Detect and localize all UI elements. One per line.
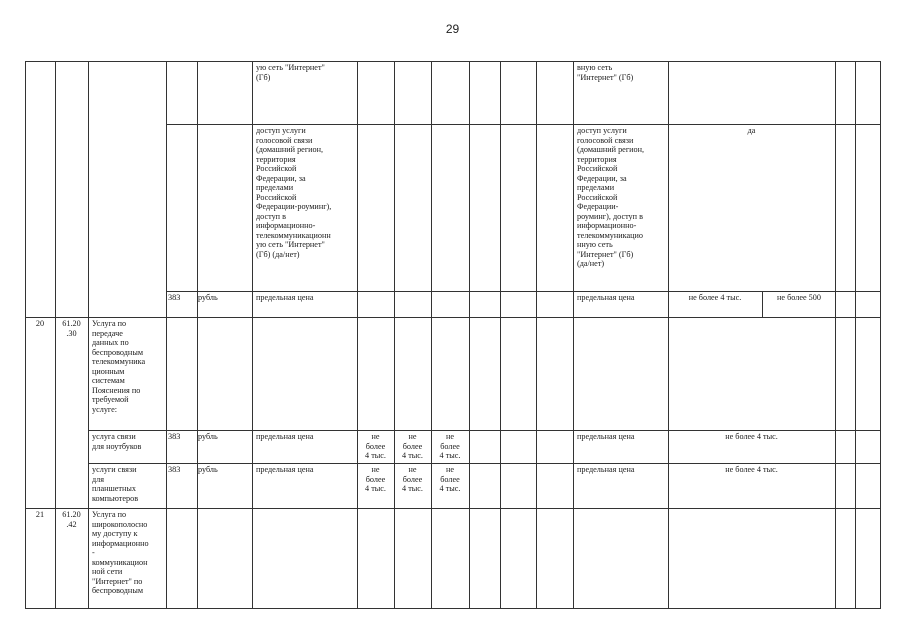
- row-c-unit: рубль: [198, 293, 218, 302]
- table-rule: [197, 61, 198, 609]
- row-20b-val3: не более 4 тыс.: [439, 465, 461, 493]
- table-rule: [500, 61, 501, 609]
- row-a-characteristic-gov: вную сеть "Интернет" (Гб): [577, 63, 634, 82]
- table-rule: [431, 61, 432, 609]
- row-b-value-gov: да: [747, 126, 756, 135]
- table-rule: [25, 317, 880, 318]
- row-21-okpd: 61.20 .42: [62, 510, 81, 529]
- row-20b-name: услуги связи для планшетных компьютеров: [92, 465, 139, 503]
- row-20-name: Услуга по передаче данных по беспроводным телекоммуника ционным системам Пояснения по требуемой услуге:: [92, 319, 146, 414]
- row-20a-val3: не более 4 тыс.: [439, 432, 461, 460]
- table-rule: [252, 61, 253, 609]
- table-rule: [25, 508, 880, 509]
- table-rule: [25, 608, 880, 609]
- table-rule: [88, 430, 880, 431]
- table-rule: [167, 291, 880, 292]
- row-21-number: 21: [35, 510, 45, 519]
- row-20a-value-gov: не более 4 тыс.: [725, 432, 778, 441]
- table-rule: [166, 61, 167, 609]
- row-c-value-gov-2: не более 500: [777, 293, 821, 302]
- row-20a-val1: не более 4 тыс.: [365, 432, 386, 460]
- row-21-name: Услуга по широкополосно му доступу к информационно - коммуникацион ной сети "Интернет" по беспроводным: [92, 510, 149, 595]
- row-20a-characteristic: предельная цена: [256, 432, 314, 441]
- row-b-characteristic: доступ услуги голосовой связи (домашний регион, территория Российской Федерации, за пределами Российской Федерации-роуминг), доступ в информационно- телекоммуникационн ую сеть "Интернет" (Гб) (да/нет): [256, 126, 332, 259]
- table-rule: [88, 61, 89, 609]
- row-20b-characteristic: предельная цена: [256, 465, 314, 474]
- row-c-okei-code: 383: [168, 293, 181, 302]
- table-rule: [88, 463, 880, 464]
- table-rule: [469, 61, 470, 609]
- row-20b-val2: не более 4 тыс.: [402, 465, 423, 493]
- row-20b-val1: не более 4 тыс.: [365, 465, 386, 493]
- row-20a-characteristic-gov: предельная цена: [577, 432, 635, 441]
- row-20-okpd: 61.20 .30: [62, 319, 81, 338]
- row-20b-okei-code: 383: [168, 465, 181, 474]
- table-rule: [536, 61, 537, 609]
- table-rule: [668, 61, 669, 609]
- row-a-characteristic: ую сеть "Интернет" (Гб): [256, 63, 325, 82]
- row-20b-unit: рубль: [198, 465, 218, 474]
- table-rule: [855, 61, 856, 609]
- table-rule: [573, 61, 574, 609]
- row-20b-value-gov: не более 4 тыс.: [725, 465, 778, 474]
- table-rule: [167, 124, 880, 125]
- row-b-characteristic-gov: доступ услуги голосовой связи (домашний регион, территория Российской Федерации, за пределами Российской Федерации- роуминг), доступ в информационно- телекоммуникацио нную сеть "Интернет" (Гб) (да/нет): [577, 126, 645, 268]
- table-rule: [880, 61, 881, 609]
- row-c-characteristic: предельная цена: [256, 293, 314, 302]
- row-c-characteristic-gov: предельная цена: [577, 293, 635, 302]
- row-20a-val2: не более 4 тыс.: [402, 432, 423, 460]
- table-rule: [394, 61, 395, 609]
- table-rule: [835, 61, 836, 609]
- row-20a-name: услуга связи для ноутбуков: [92, 432, 142, 451]
- table-rule: [25, 61, 880, 62]
- row-20b-characteristic-gov: предельная цена: [577, 465, 635, 474]
- row-c-value-gov-1: не более 4 тыс.: [688, 293, 742, 302]
- row-20a-unit: рубль: [198, 432, 218, 441]
- row-20-number: 20: [35, 319, 45, 328]
- table-rule: [25, 61, 26, 609]
- page-number: 29: [445, 22, 460, 36]
- row-20a-okei-code: 383: [168, 432, 181, 441]
- table-rule: [357, 61, 358, 609]
